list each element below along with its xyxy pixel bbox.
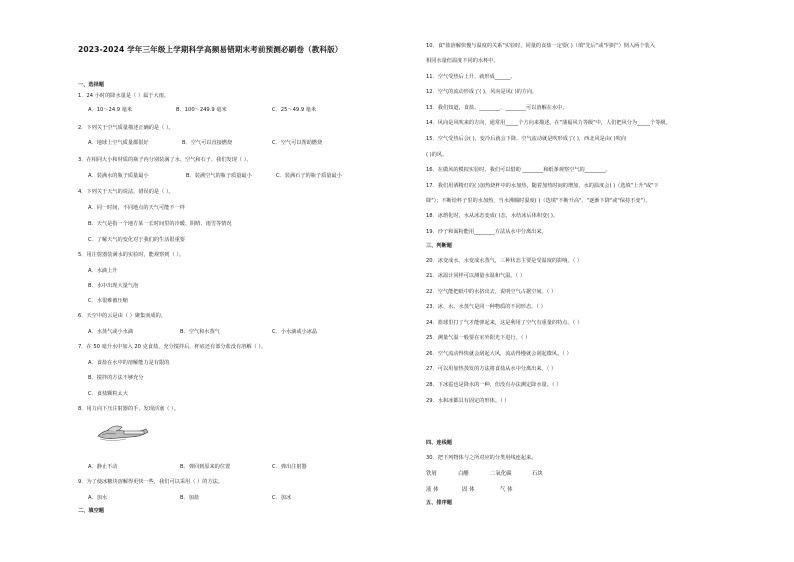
q8-options bbox=[88, 464, 307, 470]
q9-option-c[interactable]: C．加冰 bbox=[272, 495, 292, 501]
question-19: 19．沙子和面粉能用________方法从水中分离出来。 bbox=[426, 229, 547, 235]
question-24: 24．篮球里打了气才能弹起来，这是利用了空气有重量的特点。（ ） bbox=[426, 320, 583, 326]
q6-option-c[interactable]: C．小水滴或小冰晶 bbox=[272, 329, 318, 335]
q7-option-b[interactable]: B．搅拌的方法不够充分 bbox=[88, 375, 144, 381]
question-10-cont: 相同水量但温度不同的水杯中。 bbox=[426, 58, 499, 64]
match-item[interactable]: 白醋 bbox=[458, 471, 469, 477]
question-17: 17．我们用酒精灯的( )加热烧杯中的水加热，随着加热时间的增加，水的温度会( )（选填"上升"或"下 bbox=[426, 183, 659, 189]
section-choice: 一、选择题 bbox=[78, 82, 104, 88]
q1-option-b[interactable]: B．100～249.9 毫米 bbox=[176, 107, 227, 113]
match-item[interactable]: 铁屑 bbox=[426, 471, 437, 477]
match-states-row bbox=[426, 487, 513, 493]
match-state[interactable]: 固 体 bbox=[462, 487, 475, 493]
question-13: 13．我们知道，食盐、________、________可以溶解在水中。 bbox=[426, 105, 568, 111]
question-14: 14．风向是风吹来的方向，通常用_____个方向来描述。在"蒲福风力等级"中，人们把风分为_____个等级。 bbox=[426, 120, 671, 126]
question-15: 15．空气受热后会( )，变冷后就会下降。空气流动就是吹形成了( )，西北风是由( )吹向 bbox=[426, 136, 627, 142]
q2-option-c[interactable]: C．空气可以帮助燃烧 bbox=[272, 140, 323, 146]
question-4: 4．下列关于天气的说法，错误的是（ ）。 bbox=[78, 189, 174, 195]
question-25: 25．测量气温一般要在室外阳光下进行。（ ） bbox=[426, 335, 531, 341]
question-20: 20．冰变成水，水变成水蒸气，三种状态主要是受温度的影响。（ ） bbox=[426, 258, 583, 264]
question-18: 18．冰熔化时，水从冰态变成( )态，水结冰后体积变( )。 bbox=[426, 213, 559, 219]
section-fill: 二、填空题 bbox=[78, 508, 104, 514]
section-judge: 三、判断题 bbox=[426, 243, 452, 249]
syringe-hand-illustration bbox=[96, 420, 150, 444]
question-17-cont: 降"）；不断给杯子里的水加热，当水沸腾时温度( )（选填"不断升高"、"逐渐下降"或"保持不变"）。 bbox=[426, 198, 651, 204]
section-order: 五、排序题 bbox=[426, 500, 452, 506]
question-27: 27．可以用加热蒸发的方法将食盐从水中分离出来。（ ） bbox=[426, 366, 557, 372]
q8-option-c[interactable]: C．弹出注射器 bbox=[272, 464, 307, 470]
question-29: 29．水和冰都具有固定的形体。（ ） bbox=[426, 398, 510, 404]
question-3: 3．在相同大小和材质的瓶子内分别装满了水、空气和石子，我们发现（ ）。 bbox=[78, 157, 252, 163]
q3-option-a[interactable]: A．装满水的瓶子质量最小 bbox=[88, 173, 149, 179]
question-22: 22．空气能把纸中的水挤出去，说明空气占据空间。（ ） bbox=[426, 289, 557, 295]
q4-option-c[interactable]: C．了解天气的变化对于我们的生活很重要 bbox=[88, 237, 185, 243]
q5-option-c[interactable]: C．水很难被压缩 bbox=[88, 298, 128, 304]
q6-option-b[interactable]: B．空气和水蒸气 bbox=[180, 329, 220, 335]
q2-option-b[interactable]: B．空气可以直接燃烧 bbox=[182, 140, 233, 146]
question-5: 5．用注射器装满水的实验时，能观察到（ ）。 bbox=[78, 252, 185, 258]
question-10: 10．食"盐溶解快慢与温度的关系"实验时，同量的食盐一定要( )（填"先后"或"同时"）倒入两个装入 bbox=[426, 43, 655, 49]
question-2: 2．下列关于空气质量描述正确的是（ ）。 bbox=[78, 125, 174, 131]
question-11: 11．空气受热后上升，就形成______。 bbox=[426, 74, 516, 80]
question-21: 21．冰温计同样可以测量水温和气温。（ ） bbox=[426, 273, 526, 279]
q1-options bbox=[88, 107, 316, 113]
q3-options bbox=[88, 173, 342, 179]
q9-option-a[interactable]: A．加水 bbox=[88, 495, 108, 501]
q8-option-a[interactable]: A．静止不动 bbox=[88, 464, 118, 470]
q6-option-a-text[interactable]: A．水蒸气或小水滴 bbox=[88, 329, 134, 335]
match-item[interactable]: 石块 bbox=[532, 471, 543, 477]
q3-option-b[interactable]: B．装满空气的瓶子质量最小 bbox=[186, 173, 252, 179]
q1-option-a[interactable]: A．10～24.9 毫米 bbox=[88, 107, 133, 113]
q9-option-b[interactable]: B．加盐 bbox=[180, 495, 200, 501]
q7-option-c[interactable]: C．食盐颗粒太大 bbox=[88, 391, 128, 397]
q4-option-b[interactable]: B．天气是指一个地方某一长时间里的冷暖、阴晴、雨雪等情况 bbox=[88, 221, 232, 227]
q6-options-row bbox=[88, 329, 317, 335]
match-items-row bbox=[426, 471, 543, 477]
match-state[interactable]: 气 体 bbox=[500, 487, 513, 493]
question-15-cont: ( )的风。 bbox=[426, 152, 448, 158]
q3-option-c[interactable]: C．装满石子的瓶子质量最小 bbox=[276, 173, 342, 179]
question-26: 26．空气流动得快就会刮起大风，流动得慢就会刮起微风。（ ） bbox=[426, 351, 572, 357]
question-23: 23．冰、水、水蒸气是同一种物质的不同形态。（ ） bbox=[426, 304, 546, 310]
q1-option-c[interactable]: C．25～49.9 毫米 bbox=[272, 107, 317, 113]
question-16: 16．在做风的模拟实验时，我们可以借助 ________和纸条观察空气的________。 bbox=[426, 167, 611, 173]
q5-option-a[interactable]: A．水滴上升 bbox=[88, 268, 118, 274]
q5-option-b[interactable]: B．水中出现大量气泡 bbox=[88, 283, 139, 289]
question-8: 8．用力向下压注射器的手，发现活塞（ ）。 bbox=[78, 406, 179, 412]
question-6: 6．天空中的云是由（ ）聚集而成的。 bbox=[78, 313, 166, 319]
match-state[interactable]: 液 体 bbox=[426, 487, 439, 493]
q2-options bbox=[88, 140, 322, 146]
question-30: 30．把下列物体与之所对应的分类用线连起来。 bbox=[426, 455, 537, 461]
question-1: 1．24 小时的降水量是（ ）属于大雨。 bbox=[78, 93, 170, 99]
q2-option-a[interactable]: A．地球上空气质量都很好 bbox=[88, 140, 149, 146]
q4-option-a[interactable]: A．同一时间，不同地点的天气可能不一样 bbox=[88, 205, 185, 211]
match-item[interactable]: 二氧化碳 bbox=[490, 471, 512, 477]
question-7: 7．在 50 毫升水中加入 20 克食盐，充分搅拌后，杯底还有部分盐没有溶解（ ）。 bbox=[78, 344, 267, 350]
q7-option-a[interactable]: A．食盐在水中的溶解能力是有限的 bbox=[88, 360, 170, 366]
question-28: 28．下冰雹也是降水的一种，但没有办法测定降水量。（ ） bbox=[426, 382, 562, 388]
q8-option-b[interactable]: B．弹回到原来的位置 bbox=[180, 464, 231, 470]
question-12: 12．空气的流动形成了( )，风向是风( )的方向。 bbox=[426, 89, 538, 95]
q9-options bbox=[88, 495, 291, 501]
page-title: 2023-2024 学年三年级上学期科学高频易错期末考前预测必刷卷（教科版） bbox=[78, 45, 343, 54]
question-9: 9．为了使冰糖块溶解得更快一些，我们可以采用（ ）的方法。 bbox=[78, 479, 224, 485]
section-match: 四、连线题 bbox=[426, 440, 452, 446]
